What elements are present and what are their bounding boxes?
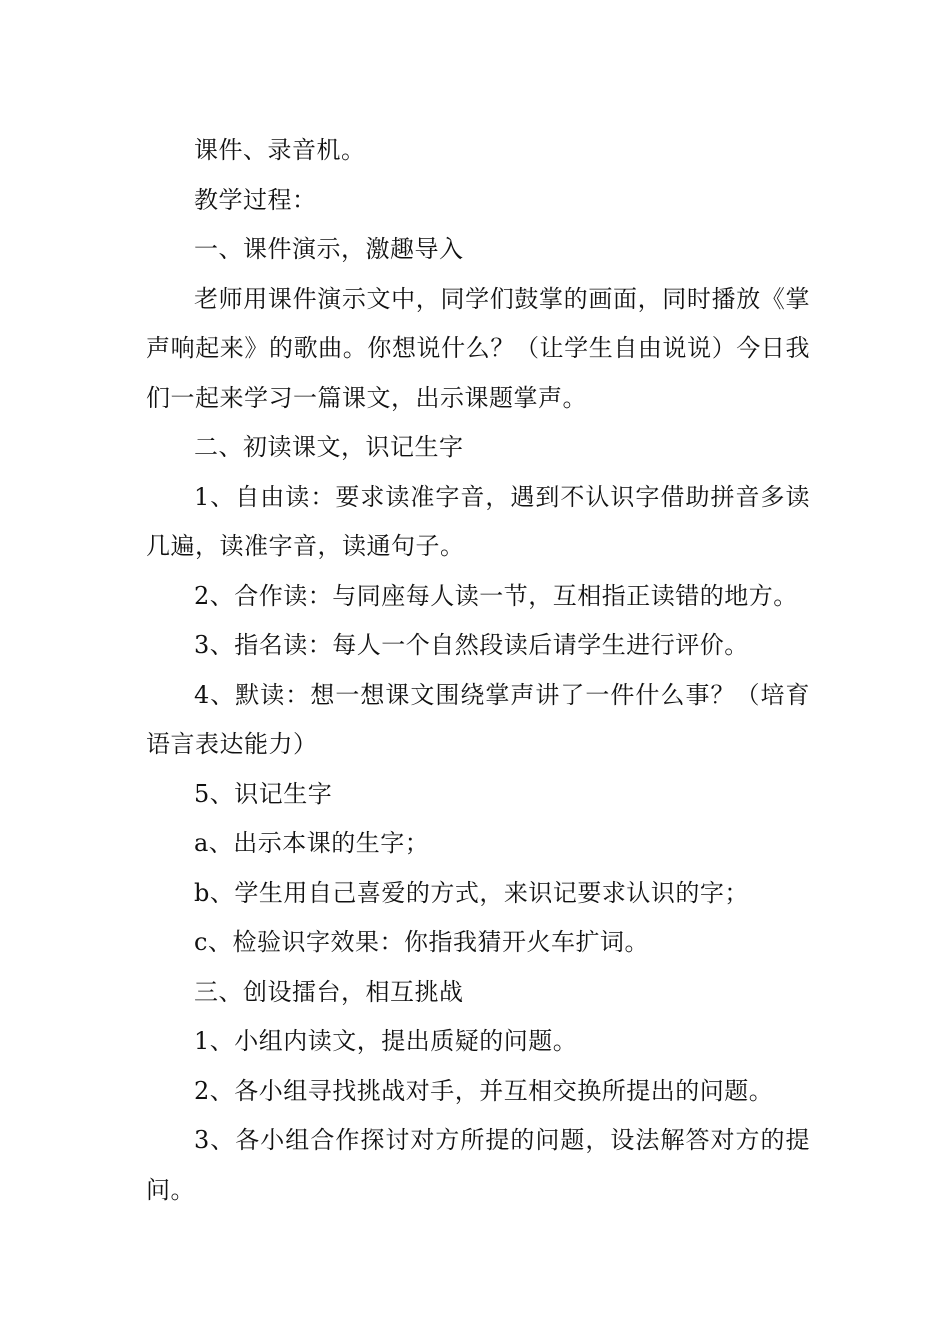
paragraph-step-4: 4、默读：想一想课文围绕掌声讲了一件什么事？（培育语言表达能力） — [146, 680, 810, 758]
paragraph-step-3: 3、指名读：每人一个自然段读后请学生进行评价。 — [194, 631, 749, 659]
document-body — [146, 126, 810, 1215]
paragraph-step-5: 5、识记生字 — [194, 779, 333, 808]
paragraph-step-5c: c、检验识字效果：你指我猜开火车扩词。 — [194, 928, 649, 956]
section-heading-2: 二、初读课文，识记生字 — [194, 433, 464, 461]
paragraph-step-5b: b、学生用自己喜爱的方式，来识记要求认识的字； — [194, 878, 749, 907]
paragraph-step-1: 1、自由读：要求读准字音，遇到不认识字借助拼音多读几遍，读准字音，读通句子。 — [146, 482, 810, 560]
paragraph-step-2: 2、合作读：与同座每人读一节，互相指正读错的地方。 — [194, 581, 798, 610]
paragraph-materials: 课件、录音机。 — [194, 136, 366, 164]
paragraph-step-5a: a、出示本课的生字； — [194, 829, 430, 857]
section-heading-3: 三、创设擂台，相互挑战 — [194, 977, 464, 1006]
paragraph-challenge-2: 2、各小组寻找挑战对手，并互相交换所提出的问题。 — [194, 1076, 774, 1105]
paragraph-process-heading: 教学过程： — [194, 185, 317, 214]
paragraph-challenge-3: 3、各小组合作探讨对方所提的问题，设法解答对方的提问。 — [146, 1126, 810, 1204]
paragraph-intro: 老师用课件演示文中，同学们鼓掌的画面，同时播放《掌声响起来》的歌曲。你想说什么？（让学生自由说说）今日我们一起来学习一篇课文，出示课题掌声。 — [146, 284, 810, 412]
section-heading-1: 一、课件演示，激趣导入 — [194, 235, 464, 263]
paragraph-challenge-1: 1、小组内读文，提出质疑的问题。 — [194, 1027, 578, 1055]
